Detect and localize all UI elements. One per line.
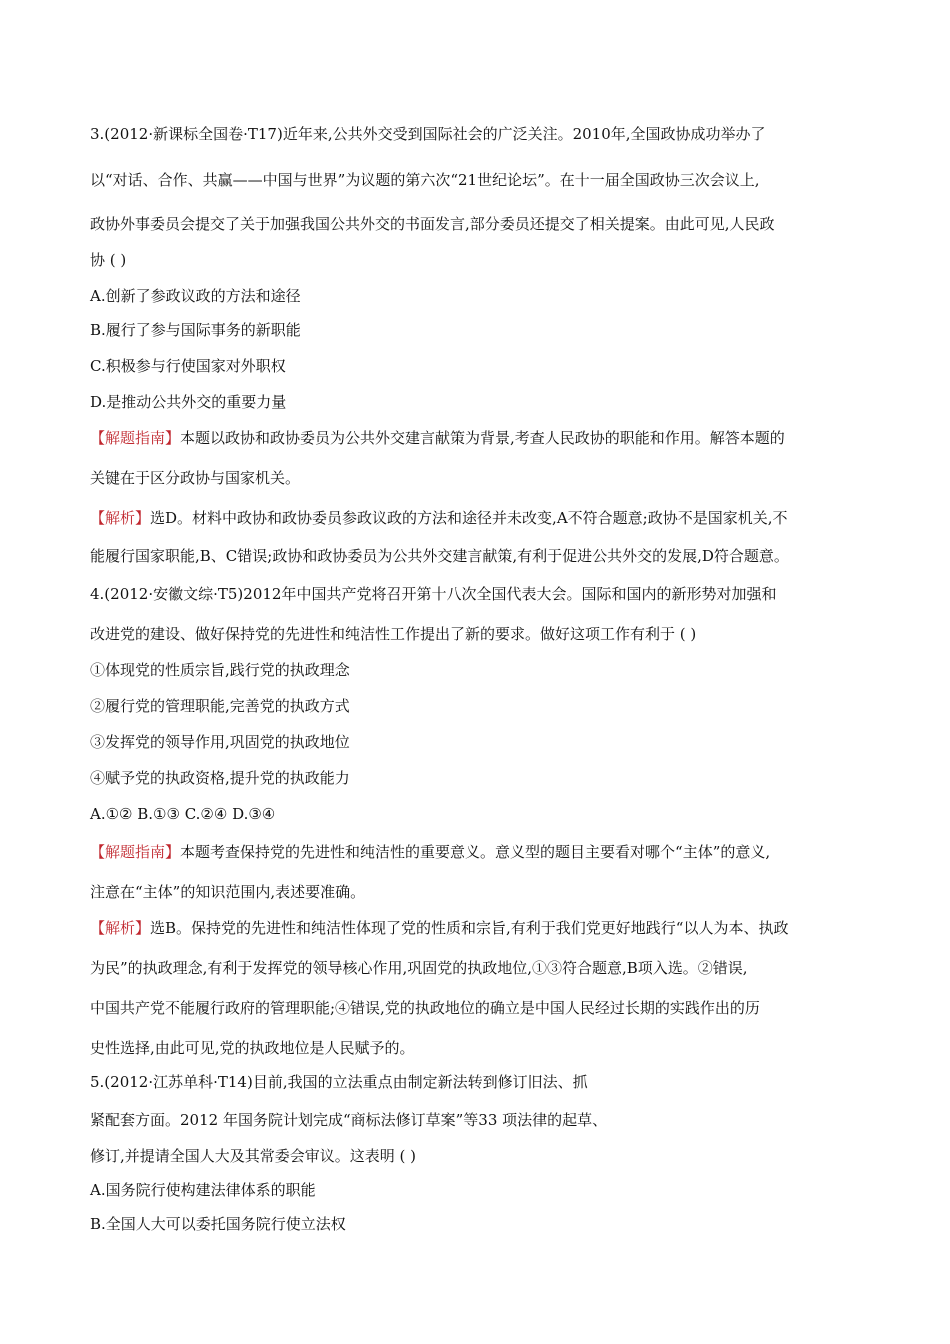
q5-option-b: B.全国人大可以委托国务院行使立法权 bbox=[90, 1215, 346, 1233]
q4-stem-line-2: 改进党的建设、做好保持党的先进性和纯洁性工作提出了新的要求。做好这项工作有利于 ( ) bbox=[90, 625, 697, 643]
q5-option-a: A.国务院行使构建法律体系的职能 bbox=[90, 1181, 316, 1199]
q4-analysis-text-1: 选B。保持党的先进性和纯洁性体现了党的性质和宗旨,有利于我们党更好地践行“以人为本、执政 bbox=[150, 919, 789, 937]
q5-stem-line-1: 5.(2012·江苏单科·T14)目前,我国的立法重点由制定新法转到修订旧法、抓 bbox=[90, 1073, 588, 1091]
q4-options: A.①② B.①③ C.②④ D.③④ bbox=[90, 805, 276, 823]
q3-analysis-line-1 bbox=[90, 508, 870, 528]
q4-analysis-line-3: 中国共产党不能履行政府的管理职能;④错误,党的执政地位的确立是中国人民经过长期的实践作出的历 bbox=[90, 999, 760, 1017]
q3-analysis-line-2: 能履行国家职能,B、C错误;政协和政协委员为公共外交建言献策,有利于促进公共外交的发展,D符合题意。 bbox=[90, 547, 789, 565]
q3-option-c: C.积极参与行使国家对外职权 bbox=[90, 357, 286, 375]
q4-guide-text-1: 本题考查保持党的先进性和纯洁性的重要意义。意义型的题目主要看对哪个“主体”的意义, bbox=[180, 843, 771, 861]
q3-analysis-text-1: 选D。材料中政协和政协委员参政议政的方法和途径并未改变,A不符合题意;政协不是国家机关,不 bbox=[150, 509, 788, 527]
q5-stem-line-2: 紧配套方面。2012 年国务院计划完成“商标法修订草案”等33 项法律的起草、 bbox=[90, 1111, 608, 1129]
solution-guide-label: 【解题指南】 bbox=[90, 429, 181, 447]
solution-guide-label: 【解题指南】 bbox=[90, 843, 181, 861]
q4-item-3: ③发挥党的领导作用,巩固党的执政地位 bbox=[90, 733, 350, 751]
q3-guide-line-1 bbox=[90, 428, 870, 448]
analysis-label: 【解析】 bbox=[90, 509, 151, 527]
q4-guide-line-2: 注意在“主体”的知识范围内,表述要准确。 bbox=[90, 883, 366, 901]
q4-item-2: ②履行党的管理职能,完善党的执政方式 bbox=[90, 697, 350, 715]
q3-stem-line-2: 以“对话、合作、共赢——中国与世界”为议题的第六次“21世纪论坛”。在十一届全国政协三次会议上, bbox=[90, 171, 760, 189]
q4-item-4: ④赋予党的执政资格,提升党的执政能力 bbox=[90, 769, 350, 787]
q3-option-d: D.是推动公共外交的重要力量 bbox=[90, 393, 287, 411]
q3-option-b: B.履行了参与国际事务的新职能 bbox=[90, 321, 301, 339]
q3-guide-text-1: 本题以政协和政协委员为公共外交建言献策为背景,考查人民政协的职能和作用。解答本题的 bbox=[180, 429, 785, 447]
q4-analysis-line-1 bbox=[90, 918, 870, 938]
q4-analysis-line-4: 史性选择,由此可见,党的执政地位是人民赋予的。 bbox=[90, 1039, 415, 1057]
q4-analysis-line-2: 为民”的执政理念,有利于发挥党的领导核心作用,巩固党的执政地位,①③符合题意,B项入选。②错误, bbox=[90, 959, 748, 977]
q5-stem-line-3: 修订,并提请全国人大及其常委会审议。这表明 ( ) bbox=[90, 1147, 417, 1165]
analysis-label: 【解析】 bbox=[90, 919, 151, 937]
q4-stem-line-1: 4.(2012·安徽文综·T5)2012年中国共产党将召开第十八次全国代表大会。国际和国内的新形势对加强和 bbox=[90, 585, 777, 603]
q3-stem-line-1: 3.(2012·新课标全国卷·T17)近年来,公共外交受到国际社会的广泛关注。2010年,全国政协成功举办了 bbox=[90, 125, 766, 143]
q4-item-1: ①体现党的性质宗旨,践行党的执政理念 bbox=[90, 661, 350, 679]
q3-option-a: A.创新了参政议政的方法和途径 bbox=[90, 287, 301, 305]
q3-stem-line-3: 政协外事委员会提交了关于加强我国公共外交的书面发言,部分委员还提交了相关提案。由此可见,人民政 bbox=[90, 215, 775, 233]
q3-guide-line-2: 关键在于区分政协与国家机关。 bbox=[90, 469, 301, 487]
q4-guide-line-1 bbox=[90, 842, 870, 862]
q3-stem-line-4: 协 ( ) bbox=[90, 251, 127, 269]
